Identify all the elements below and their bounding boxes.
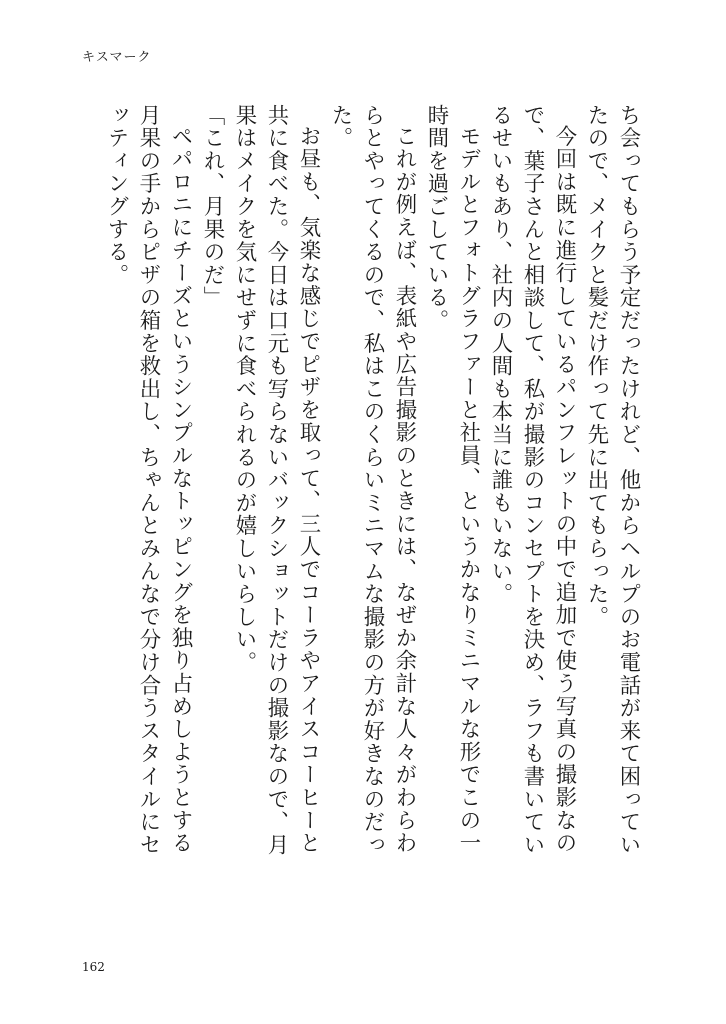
paragraph: モデルとフォトグラファーと社員、というかなりミニマルな形でこの一時間を過ごしている。	[424, 104, 481, 855]
page-number: 162	[82, 960, 105, 974]
paragraph: 今回は既に進行しているパンフレットの中で追加で使う写真の撮影なので、葉子さんと相談して、私が撮影のコンセプトを決め、ラフも書いているせいもあり、社内の人間も本当に誰もいない。	[488, 104, 577, 857]
dialogue-line: 「これ、月果のだ」	[200, 104, 225, 310]
body-text	[100, 104, 644, 864]
paragraph: ち会ってもらう予定だったけれど、他からヘルプのお電話が来て困っていたので、メイクと髪だけ作って先に出てもらった。	[584, 104, 641, 857]
paragraph: ペパロニにチーズというシンプルなトッピングを独り占めしようとする月果の手からピザの箱を救出し、ちゃんとみんなで分け合うスタイルにセッティングする。	[104, 104, 193, 857]
paragraph: お昼も、気楽な感じでピザを取って、三人でコーラやアイスコーヒーと共に食べた。今日は口元も写らないバックショットだけの撮影なので、月果はメイクを気にせずに食べられるのが嬉しいらしい。	[232, 104, 321, 857]
paragraph: これが例えば、表紙や広告撮影のときには、なぜか余計な人々がわらわらとやってくるので、私はこのくらいミニマムな撮影の方が好きなのだった。	[328, 104, 417, 857]
running-head: キスマーク	[82, 50, 152, 65]
